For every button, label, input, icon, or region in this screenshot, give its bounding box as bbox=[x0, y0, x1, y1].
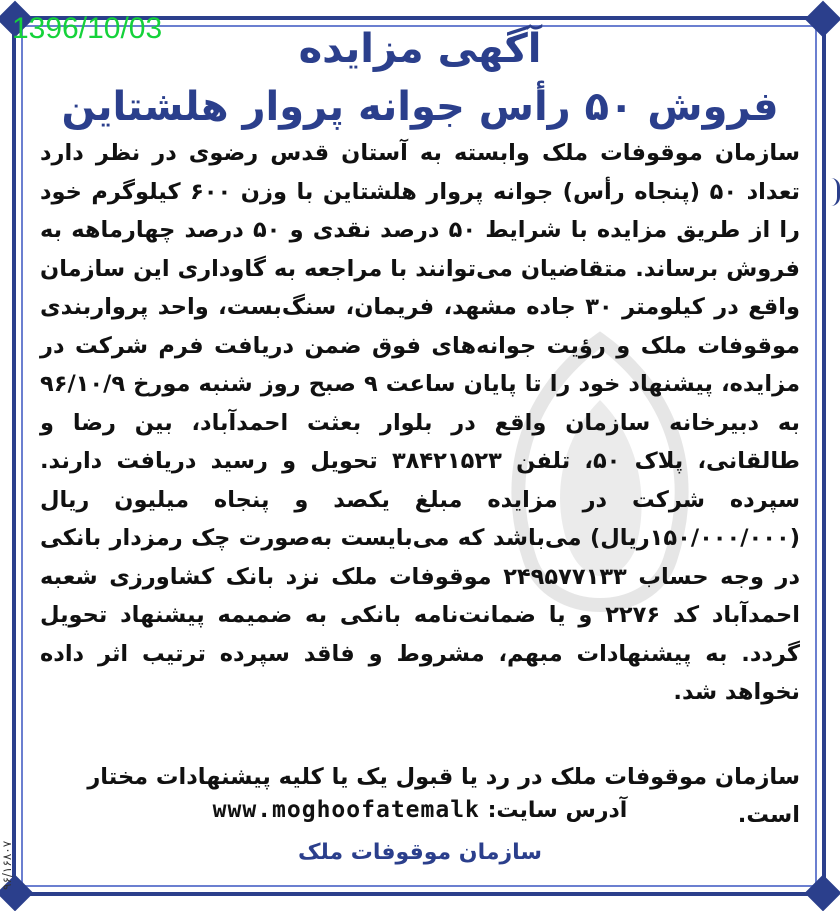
ad-title: آگهی مزایده bbox=[298, 26, 542, 72]
website-row bbox=[40, 797, 800, 823]
ad-closing-statement: سازمان موقوفات ملک در رد یا قبول یک یا کلیه پیشنهادات مختار است. bbox=[87, 764, 800, 828]
edge-bracket-mark bbox=[831, 178, 840, 206]
ad-subtitle: فروش ۵۰ رأس جوانه پروار هلشتاین bbox=[61, 84, 779, 130]
ad-signature: سازمان موقوفات ملک bbox=[297, 840, 543, 865]
ad-body-text bbox=[40, 134, 800, 712]
website-label: آدرس سایت: bbox=[487, 798, 628, 823]
website-url[interactable]: www.moghoofatemalk bbox=[212, 797, 480, 823]
date-stamp: 1396/10/03 bbox=[12, 12, 163, 45]
ad-body-paragraph: سازمان موقوفات ملک وابسته به آستان قدس رضوی در نظر دارد تعداد ۵۰ (پنجاه رأس) جوانه پروار هلشتاین با وزن ۶۰۰ کیلوگرم خود را از طریق مزایده با شرایط ۵۰ درصد نقدی و ۵۰ درصد چهارماهه به فروش برساند. متقاضیان می‌توانند با مراجعه به گاوداری این سازمان واقع در کیلومتر ۳۰ جاده مشهد، فریمان، سنگ‌بست، واحد پرواربندی موقوفات ملک و رؤیت جوانه‌های فوق ضمن دریافت فرم شرکت در مزایده، پیشنهاد خود را تا پایان ساعت ۹ صبح روز شنبه مورخ ۹۶/۱۰/۹ به دبیرخانه سازمان واقع در بلوار بعثت احمدآباد، بین رضا و طالقانی، پلاک ۵۰، تلفن ۳۸۴۲۱۵۲۳ تحویل و رسید دریافت دارند. سپرده شرکت در مزایده مبلغ یکصد و پنجاه میلیون ریال (۱۵۰/۰۰۰/۰۰۰ریال) می‌باشد که می‌بایست به‌صورت چک رمزدار بانکی در وجه حساب ۲۴۹۵۷۷۱۳۳ موقوفات ملک نزد بانک کشاورزی شعبه احمدآباد کد ۲۲۷۶ و یا ضمانت‌نامه بانکی به ضمیمه پیشنهاد تحویل گردد. به پیشنهادات مبهم، مشروط و فاقد سپرده ترتیب اثر داده نخواهد شد. bbox=[40, 140, 801, 705]
side-reference-code: ۹۶/۱۶۸۰۷ bbox=[0, 840, 14, 890]
